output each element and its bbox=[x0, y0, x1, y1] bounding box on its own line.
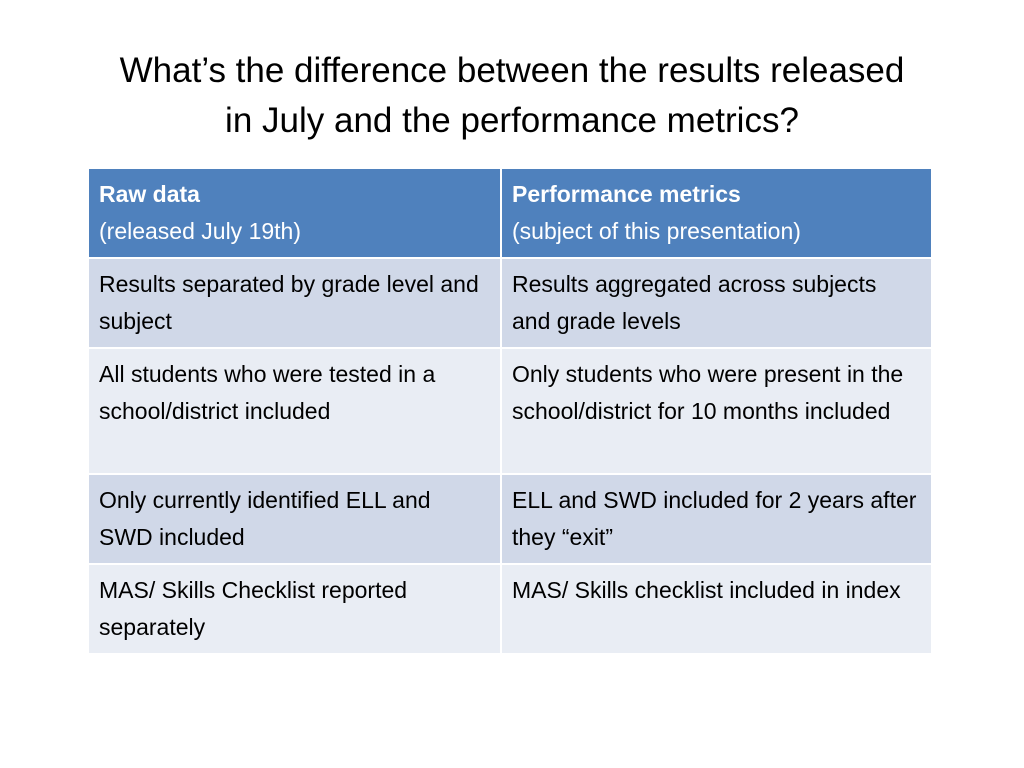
slide-title bbox=[40, 46, 984, 146]
table-cell: All students who were tested in a school/district included bbox=[88, 348, 501, 474]
table-row bbox=[88, 348, 932, 474]
slide-title-line-1: What’s the difference between the results released bbox=[119, 51, 905, 90]
table-cell: Only students who were present in the school/district for 10 months included bbox=[501, 348, 932, 474]
header-performance-metrics-sub: (subject of this presentation) bbox=[512, 218, 801, 244]
header-raw-data-sub: (released July 19th) bbox=[99, 218, 301, 244]
table-cell: MAS/ Skills checklist included in index bbox=[501, 564, 932, 654]
table-header-row bbox=[88, 168, 932, 258]
table-row bbox=[88, 564, 932, 654]
table-cell: Results aggregated across subjects and grade levels bbox=[501, 258, 932, 348]
comparison-table bbox=[87, 167, 933, 655]
table-cell: Only currently identified ELL and SWD included bbox=[88, 474, 501, 564]
slide-title-line-2: in July and the performance metrics? bbox=[225, 101, 799, 140]
header-raw-data-label: Raw data bbox=[99, 181, 200, 207]
header-performance-metrics-label: Performance metrics bbox=[512, 181, 741, 207]
table-cell: Results separated by grade level and subject bbox=[88, 258, 501, 348]
table-cell: ELL and SWD included for 2 years after they “exit” bbox=[501, 474, 932, 564]
header-performance-metrics bbox=[501, 168, 932, 258]
table-row bbox=[88, 474, 932, 564]
header-raw-data bbox=[88, 168, 501, 258]
table-cell: MAS/ Skills Checklist reported separately bbox=[88, 564, 501, 654]
table-row bbox=[88, 258, 932, 348]
